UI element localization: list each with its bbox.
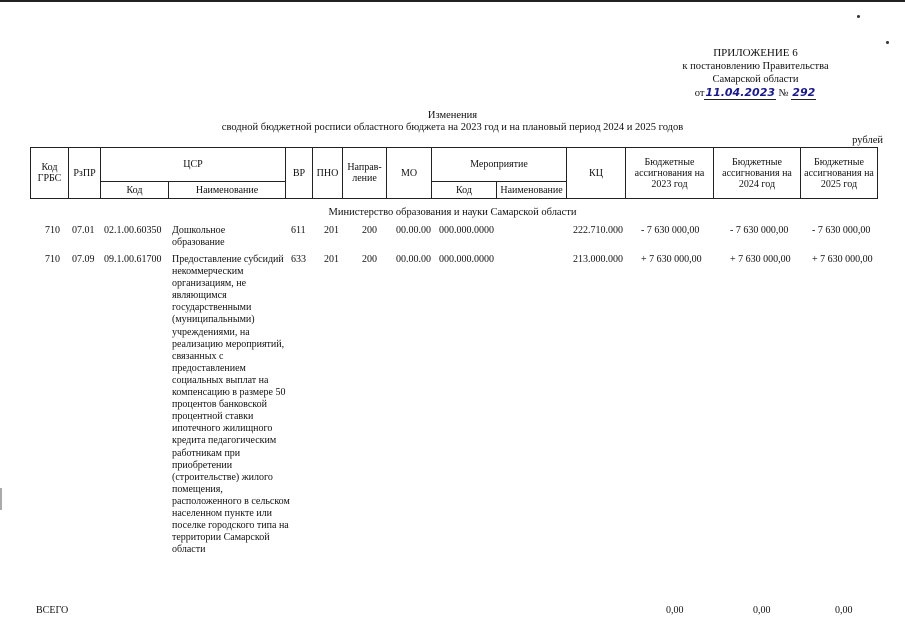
row-kc: 213.000.000: [573, 254, 623, 265]
header-napravlenie: Направ-ление: [343, 148, 387, 199]
row-2023: + 7 630 000,00: [641, 254, 702, 265]
row-napr: 200: [362, 254, 377, 265]
header-ba-2023: Бюджетные ассигнования на 2023 год: [626, 148, 714, 199]
units-label: рублей: [852, 135, 883, 146]
header-mer-name: Наименование: [497, 182, 567, 199]
row-name: Предоставление субсидий некоммерческим организациям, не являющимся государственными (муниципальными) учреждениями, на реализацию мероприятий, связанных с предоставлением социальных выплат на компенсацию в размере 50 процентов банковской процентной ставки ипотечного жилищного кредита педагогическим работникам при приобретении (строительстве) жилого помещения, расположенного в сельском населенном пункте или поселке городского типа на территории Самарской области: [172, 254, 290, 556]
scan-speck: [857, 15, 860, 18]
row-kc: 222.710.000: [573, 225, 623, 236]
total-2025: 0,00: [835, 605, 853, 616]
header-kc: КЦ: [567, 148, 626, 199]
doc-subtitle: сводной бюджетной росписи областного бюджета на 2023 год и на плановый период 2024 и 2025 годов: [221, 122, 684, 133]
row-2025: - 7 630 000,00: [812, 225, 871, 236]
date-prefix: от: [694, 88, 705, 99]
row-mo: 00.00.00: [396, 225, 431, 236]
row-pno: 201: [324, 254, 339, 265]
number-label: №: [778, 88, 789, 99]
total-label: ВСЕГО: [36, 605, 69, 616]
row-2024: + 7 630 000,00: [730, 254, 791, 265]
row-csr: 02.1.00.60350: [104, 225, 162, 236]
header-meropriyatie: Мероприятие: [432, 148, 567, 182]
header-ba-2025: Бюджетные ассигнования на 2025 год: [801, 148, 878, 199]
appendix-date-line: [668, 86, 843, 100]
header-csr-kod: Код: [101, 182, 169, 199]
total-2023: 0,00: [666, 605, 684, 616]
appendix-line2: к постановлению Правительства: [682, 61, 829, 72]
doc-title: Изменения: [427, 110, 478, 121]
row-mo: 00.00.00: [396, 254, 431, 265]
row-mer: 000.000.0000: [439, 254, 494, 265]
row-rzpr: 07.01: [72, 225, 95, 236]
row-name: Дошкольное образование: [172, 225, 226, 249]
appendix-block: [668, 47, 843, 100]
row-mer: 000.000.0000: [439, 225, 494, 236]
header-mer-kod: Код: [432, 182, 497, 199]
handwritten-number: 292: [792, 86, 816, 99]
header-rzpr: РзПР: [69, 148, 101, 199]
row-csr: 09.1.00.61700: [104, 254, 162, 265]
header-mo: МО: [387, 148, 432, 199]
header-table: [30, 147, 878, 199]
header-csr-name: Наименование: [169, 182, 286, 199]
scan-speck: [886, 41, 889, 44]
header-kod-grbs: Код ГРБС: [31, 148, 69, 199]
row-2024: - 7 630 000,00: [730, 225, 789, 236]
row-grbs: 710: [45, 225, 60, 236]
row-rzpr: 07.09: [72, 254, 95, 265]
appendix-title: ПРИЛОЖЕНИЕ 6: [713, 47, 798, 59]
scan-top-border: [0, 0, 905, 2]
header-pno: ПНО: [313, 148, 343, 199]
total-2024: 0,00: [753, 605, 771, 616]
row-2023: - 7 630 000,00: [641, 225, 700, 236]
row-vr: 633: [291, 254, 306, 265]
ministry-heading: Министерство образования и науки Самарской области: [328, 207, 577, 218]
handwritten-date: 11.04.2023: [705, 86, 776, 99]
header-vr: ВР: [286, 148, 313, 199]
scan-edge-mark: [0, 488, 2, 510]
header-ba-2024: Бюджетные ассигнования на 2024 год: [714, 148, 801, 199]
row-2025: + 7 630 000,00: [812, 254, 873, 265]
row-grbs: 710: [45, 254, 60, 265]
row-vr: 611: [291, 225, 306, 236]
header-csr: ЦСР: [101, 148, 286, 182]
appendix-line3: Самарской области: [712, 74, 799, 85]
row-napr: 200: [362, 225, 377, 236]
row-pno: 201: [324, 225, 339, 236]
